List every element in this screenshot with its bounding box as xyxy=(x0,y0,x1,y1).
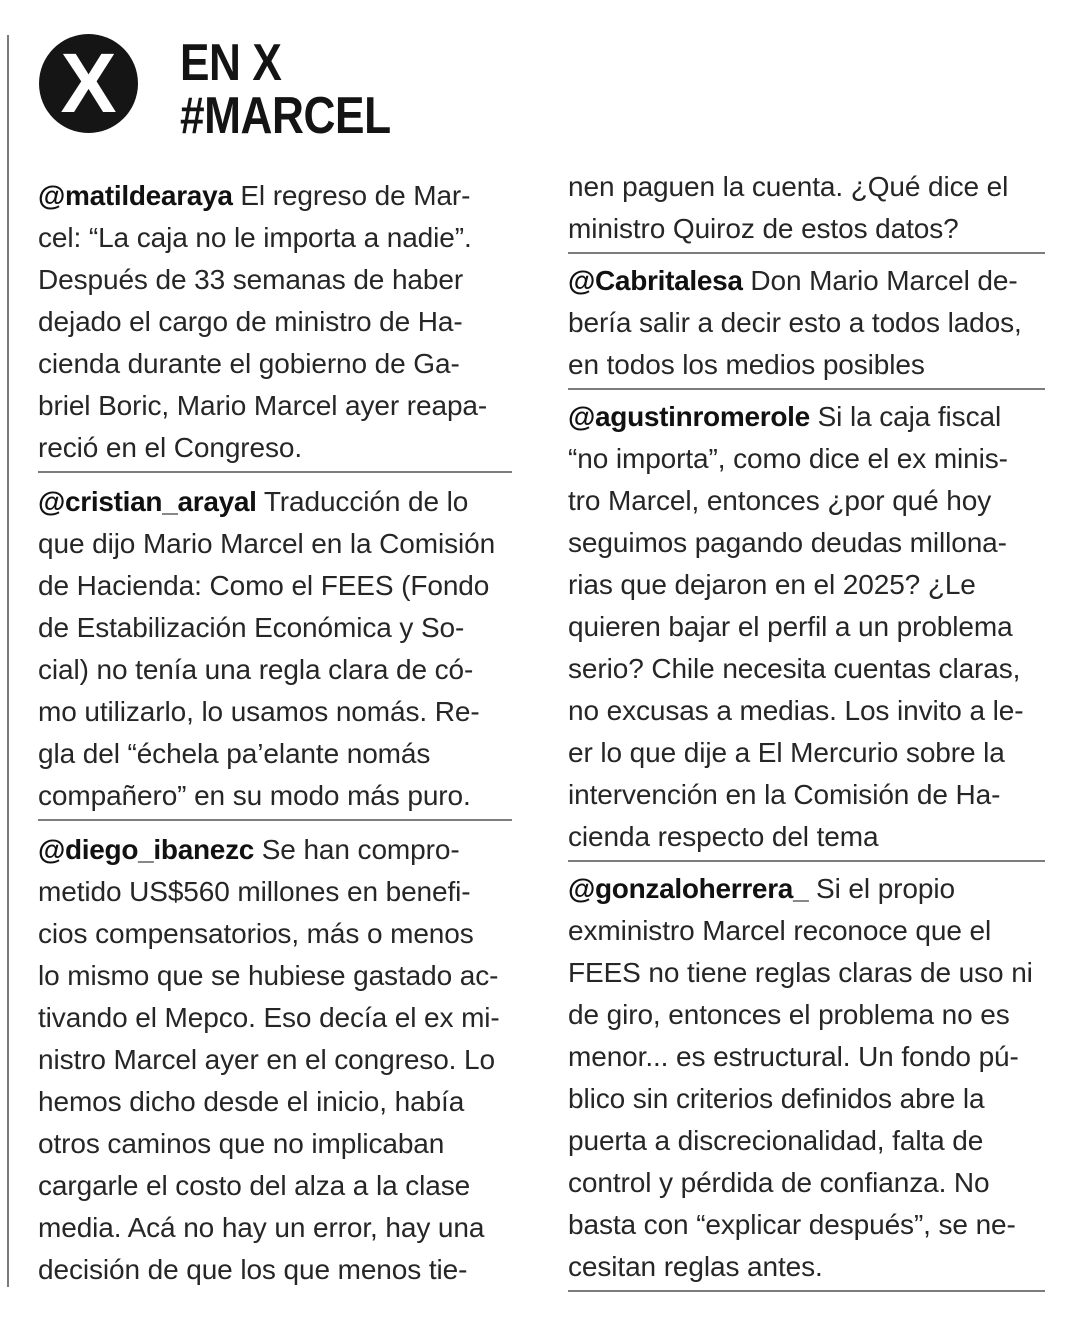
post-text-line: de Hacienda: Como el FEES (Fondo xyxy=(38,570,490,601)
post-first-line xyxy=(38,481,512,523)
post-text-line: mo utilizarlo, lo usamos nomás. Re- xyxy=(38,696,480,727)
post-text-line: intervención en la Comisión de Ha- xyxy=(568,779,1001,810)
post-text-line: en todos los medios posibles xyxy=(568,349,925,380)
post-text-line: cienda durante el gobierno de Ga- xyxy=(38,348,460,379)
post-handle: @agustinromerole xyxy=(568,401,810,432)
post-text-line: FEES no tiene reglas claras de uso ni xyxy=(568,957,1033,988)
post-first-line xyxy=(38,175,512,217)
post-text-line: tivando el Mepco. Eso decía el ex mi- xyxy=(38,1002,500,1033)
post-text-line: metido US$560 millones en benefi- xyxy=(38,876,471,907)
post-text-line: seguimos pagando deudas millona- xyxy=(568,527,1007,558)
post-cabritalesa xyxy=(568,260,1045,390)
post-text-line: hemos dicho desde el inicio, había xyxy=(38,1086,465,1117)
post-text-line: “no importa”, como dice el ex minis- xyxy=(568,443,1008,474)
post-text-line: Si el propio xyxy=(816,873,955,904)
post-text-line: exministro Marcel reconoce que el xyxy=(568,915,992,946)
right-column xyxy=(568,166,1045,1298)
post-text-line: Don Mario Marcel de- xyxy=(750,265,1018,296)
post-text-line: tro Marcel, entonces ¿por qué hoy xyxy=(568,485,992,516)
post-text-line: nen paguen la cuenta. ¿Qué dice el xyxy=(568,171,1009,202)
post-text-line: Después de 33 semanas de haber xyxy=(38,264,464,295)
post-text-line: Traducción de lo xyxy=(263,486,469,517)
column-rule xyxy=(7,35,9,1287)
post-text-line: Si la caja fiscal xyxy=(817,401,1002,432)
post-text-line: cargarle el costo del alza a la clase xyxy=(38,1170,471,1201)
post-text-line: cel: “La caja no le importa a nadie”. xyxy=(38,222,472,253)
post-text-line: media. Acá no hay un error, hay una xyxy=(38,1212,485,1243)
post-first-line xyxy=(38,829,512,871)
post-text-line: cios compensatorios, más o menos xyxy=(38,918,474,949)
post-text-line: compañero” en su modo más puro. xyxy=(38,780,471,811)
post-text-line: gla del “échela pa’elante nomás xyxy=(38,738,431,769)
post-text-line: quieren bajar el perfil a un problema xyxy=(568,611,1013,642)
post-text-line: puerta a discrecionalidad, falta de xyxy=(568,1125,984,1156)
post-text-line: menor... es estructural. Un fondo pú- xyxy=(568,1041,1019,1072)
post-text-line: er lo que dije a El Mercurio sobre la xyxy=(568,737,1005,768)
post-text-line: rias que dejaron en el 2025? ¿Le xyxy=(568,569,976,600)
post-text-line: de Estabilización Económica y So- xyxy=(38,612,465,643)
post-text-line: blico sin criterios definidos abre la xyxy=(568,1083,985,1114)
post-text-line: nistro Marcel ayer en el congreso. Lo xyxy=(38,1044,495,1075)
post-first-line xyxy=(568,396,1045,438)
post-text-line: bería salir a decir esto a todos lados, xyxy=(568,307,1022,338)
post-text-line: control y pérdida de confianza. No xyxy=(568,1167,990,1198)
post-text-line: cial) no tenía una regla clara de có- xyxy=(38,654,474,685)
post-text-line: dejado el cargo de ministro de Ha- xyxy=(38,306,463,337)
post-text-line: reció en el Congreso. xyxy=(38,432,303,463)
post-handle: @diego_ibanezc xyxy=(38,834,255,865)
post-text-line: serio? Chile necesita cuentas claras, xyxy=(568,653,1021,684)
post-handle: @cristian_arayal xyxy=(38,486,257,517)
section-title-line1: EN X xyxy=(180,34,282,92)
post-text-line: decisión de que los que menos tie- xyxy=(38,1254,468,1285)
post-text-line: cienda respecto del tema xyxy=(568,821,879,852)
x-logo-icon: X xyxy=(39,34,138,133)
post-matildearaya xyxy=(38,175,512,473)
post-text-line: otros caminos que no implicaban xyxy=(38,1128,445,1159)
post-gonzaloherrera xyxy=(568,868,1045,1292)
post-text-line: El regreso de Mar- xyxy=(240,180,471,211)
post-text-line: basta con “explicar después”, se ne- xyxy=(568,1209,1016,1240)
post-cristian-arayal xyxy=(38,481,512,821)
post-agustinromerole xyxy=(568,396,1045,862)
post-text-line: lo mismo que se hubiese gastado ac- xyxy=(38,960,499,991)
post-handle: @matildearaya xyxy=(38,180,233,211)
post-first-line xyxy=(568,260,1045,302)
post-text-line: cesitan reglas antes. xyxy=(568,1251,823,1282)
post-text-line: Se han compro- xyxy=(261,834,460,865)
post-diego-ibanezc xyxy=(38,829,512,1291)
post-first-line xyxy=(568,868,1045,910)
left-column xyxy=(38,175,512,1291)
section-title-hashtag: #MARCEL xyxy=(180,87,391,145)
post-handle: @gonzaloherrera_ xyxy=(568,873,809,904)
post-text-line: briel Boric, Mario Marcel ayer reapa- xyxy=(38,390,488,421)
post-text-line: que dijo Mario Marcel en la Comisión xyxy=(38,528,496,559)
post-diego-ibanezc-continuation xyxy=(568,166,1045,254)
post-text-line: ministro Quiroz de estos datos? xyxy=(568,213,959,244)
post-text-line: no excusas a medias. Los invito a le- xyxy=(568,695,1024,726)
post-handle: @Cabritalesa xyxy=(568,265,743,296)
post-text-line: de giro, entonces el problema no es xyxy=(568,999,1010,1030)
